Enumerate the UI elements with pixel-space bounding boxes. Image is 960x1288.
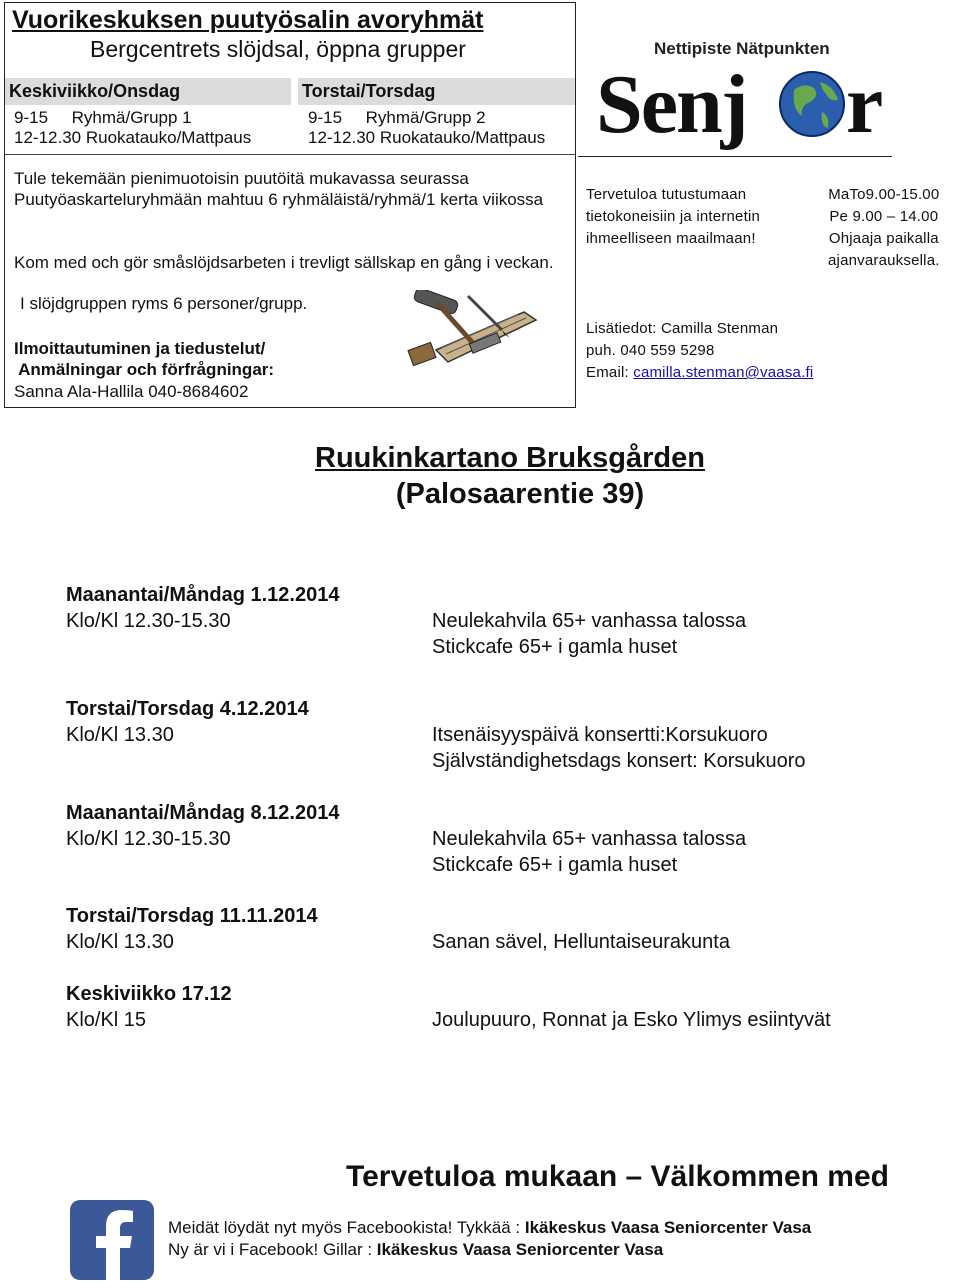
event-time: Klo/Kl 13.30 — [66, 724, 174, 746]
svg-text:Senj: Senj — [596, 58, 747, 150]
hours-line: Pe 9.00 – 14.00 — [829, 208, 939, 225]
event-description — [432, 608, 746, 660]
event-description-fi: Sanan sävel, Helluntaiseurakunta — [432, 931, 730, 953]
welcome-line: tietokoneisiin ja internetin — [586, 208, 761, 225]
group-size-note: I slöjdgruppen ryms 6 personer/grupp. — [20, 294, 308, 313]
event-description-fi: Neulekahvila 65+ vanhassa talossa — [432, 828, 747, 850]
registration-label-sv: Anmälningar och förfrågningar: — [14, 360, 275, 379]
divider — [578, 156, 892, 157]
contact-phone: puh. 040 559 5298 — [586, 342, 715, 359]
woodworking-title: Vuorikeskuksen puutyösalin avoryhmät — [12, 6, 484, 34]
thursday-schedule: 9-15 Ryhmä/Grupp 2 12-12.30 Ruokatauko/Mattpaus — [308, 108, 546, 147]
event-time: Klo/Kl 12.30-15.30 — [66, 610, 231, 632]
event-time: Klo/Kl 13.30 — [66, 931, 174, 953]
venue-name: Ruukinkartano Bruksgården — [315, 442, 705, 474]
svg-text:r: r — [846, 58, 884, 150]
event-description-sv: Stickcafe 65+ i gamla huset — [432, 636, 678, 658]
event-description-sv: Stickcafe 65+ i gamla huset — [432, 854, 678, 876]
welcome-line: ihmeelliseen maailmaan! — [586, 230, 756, 247]
registration-label-fi: Ilmoittautuminen ja tiedustelut/ — [14, 339, 266, 358]
event-description-sv: Självständighetsdags konsert: Korsukuoro — [432, 750, 806, 772]
event-time: Klo/Kl 15 — [66, 1009, 147, 1031]
facebook-text-sv: Ny är vi i Facebook! Gillar : — [168, 1240, 377, 1259]
facebook-line-finnish — [168, 1218, 811, 1238]
registration-contact: Sanna Ala-Hallila 040-8684602 — [14, 382, 249, 401]
info-finnish: Tule tekemään pienimuotoisin puutöitä mukavassa seurassa Puutyöaskarteluryhmään mahtuu 6 ryhmäläistä/ryhmä/1 kerta viikossa — [14, 169, 544, 209]
senior-contact — [586, 318, 813, 384]
senior-opening-hours — [828, 184, 940, 272]
event-description-fi: Itsenäisyyspäivä konsertti:Korsukuoro — [432, 724, 768, 746]
hours-line: Ohjaaja paikalla — [828, 230, 939, 247]
facebook-page-name-sv: Ikäkeskus Vaasa Seniorcenter Vasa — [376, 1240, 664, 1259]
hours-line: MaTo9.00-15.00 — [828, 186, 940, 203]
logo-top-text: Nettipiste Nätpunkten — [654, 39, 830, 58]
wednesday-header: Keskiviikko/Onsdag — [5, 78, 291, 105]
event-time: Klo/Kl 12.30-15.30 — [66, 828, 231, 850]
woodworking-tools-illustration — [406, 290, 538, 374]
event-date: Torstai/Torsdag 11.11.2014 — [66, 905, 318, 927]
event-description-fi: Joulupuuro, Ronnat ja Esko Ylimys esiintyvät — [432, 1009, 831, 1031]
welcome-line: Tervetuloa tutustumaan — [586, 186, 747, 203]
divider — [5, 154, 575, 155]
facebook-text-fi: Meidät löydät nyt myös Facebookista! Tykkää : — [168, 1218, 525, 1237]
contact-label: Lisätiedot: Camilla Stenman — [586, 320, 779, 337]
event-description — [432, 826, 746, 878]
wednesday-schedule: 9-15 Ryhmä/Grupp 1 12-12.30 Ruokatauko/Mattpaus — [14, 108, 252, 147]
event-date: Maanantai/Måndag 1.12.2014 — [66, 584, 340, 606]
welcome-footer: Tervetuloa mukaan – Välkommen med — [346, 1160, 889, 1193]
event-description-fi: Neulekahvila 65+ vanhassa talossa — [432, 610, 747, 632]
globe-icon — [780, 72, 844, 136]
event-description — [432, 1007, 831, 1033]
registration-label — [14, 338, 274, 380]
senior-welcome-text — [586, 184, 760, 250]
event-date: Maanantai/Måndag 8.12.2014 — [66, 802, 340, 824]
contact-email-label: Email: — [586, 364, 634, 381]
event-date: Torstai/Torsdag 4.12.2014 — [66, 698, 309, 720]
event-date: Keskiviikko 17.12 — [66, 983, 232, 1005]
contact-email-link[interactable]: camilla.stenman@vaasa.fi — [633, 364, 814, 381]
event-description — [432, 722, 806, 774]
thursday-header: Torstai/Torsdag — [298, 78, 575, 105]
venue-address: (Palosaarentie 39) — [395, 478, 645, 510]
facebook-icon[interactable] — [70, 1200, 154, 1280]
senior-point-logo — [592, 32, 892, 150]
facebook-line-swedish — [168, 1240, 663, 1260]
woodworking-subtitle: Bergcentrets slöjdsal, öppna grupper — [90, 36, 466, 62]
event-description — [432, 929, 730, 955]
facebook-page-name-fi: Ikäkeskus Vaasa Seniorcenter Vasa — [524, 1218, 812, 1237]
hours-line: ajanvarauksella. — [828, 252, 940, 269]
info-swedish: Kom med och gör småslöjdsarbeten i trevligt sällskap en gång i veckan. — [14, 253, 554, 272]
